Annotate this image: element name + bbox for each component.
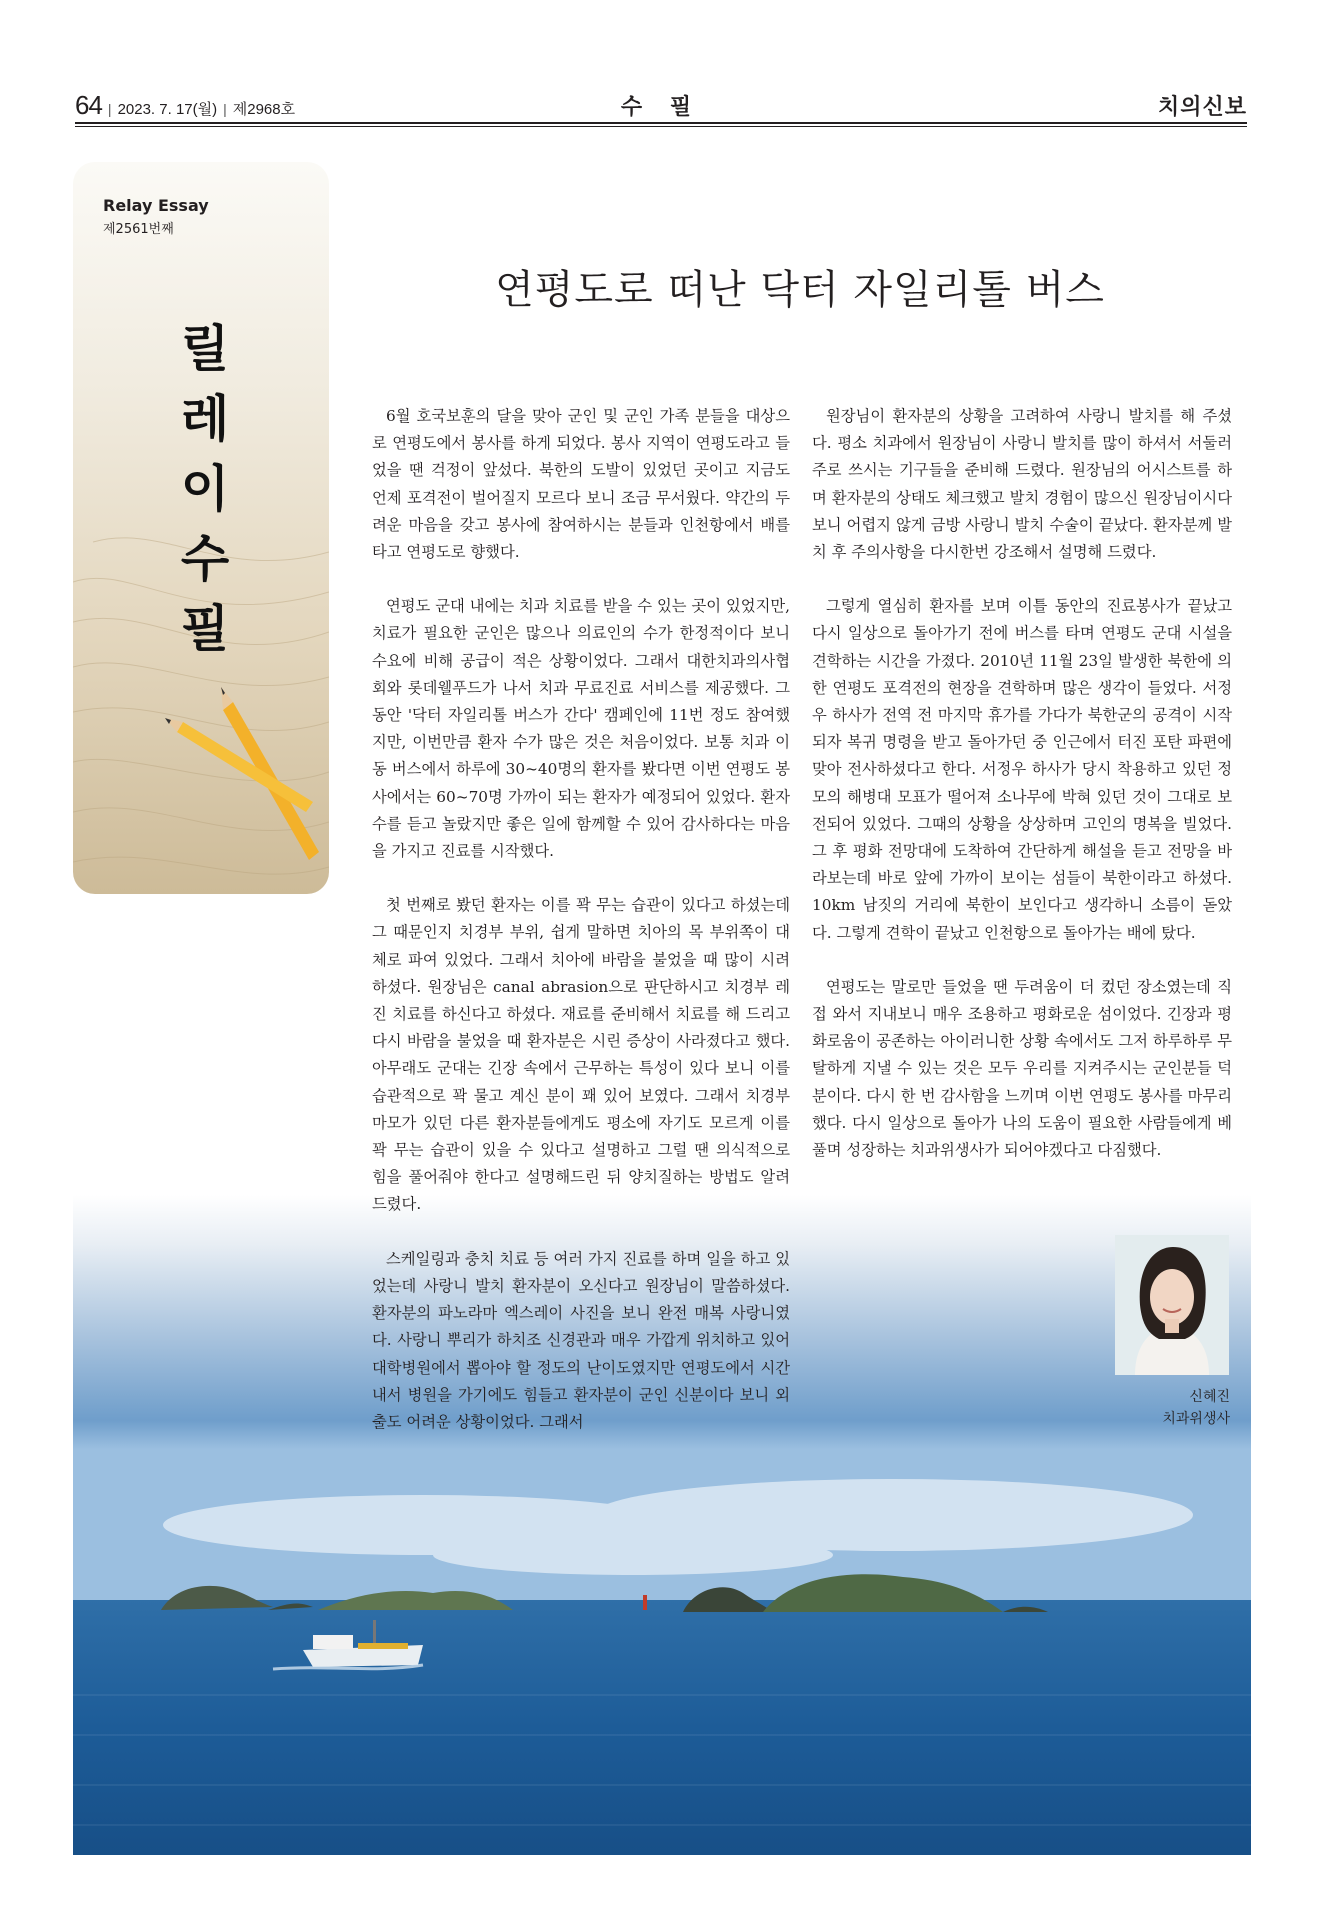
vertical-char: 레 bbox=[180, 389, 230, 448]
vertical-char: 필 bbox=[180, 599, 230, 658]
vertical-char: 이 bbox=[180, 459, 230, 518]
header-rule-thin bbox=[75, 126, 1247, 127]
author-photo bbox=[1115, 1235, 1229, 1375]
series-title: Relay Essay bbox=[103, 196, 209, 215]
vertical-char: 릴 bbox=[180, 319, 230, 378]
page-header bbox=[75, 88, 1247, 124]
paragraph: 연평도 군대 내에는 치과 치료를 받을 수 있는 곳이 있었지만, 치료가 필요한 군인은 많으나 의료인의 수가 한정적이다 보니 수요에 비해 공급이 적은 상황이었다. 그래서 대한치과의사협회와 롯데웰푸드가 나서 치과 무료진료 서비스를 제공했다. 그동안 '닥터 자일리톨 버스가 간다' 캠페인에 11번 정도 참여했지만, 이번만큼 환자 수가 많은 것은 처음이었다. 보통 치과 이동 버스에서 하루에 30~40명의 환자를 봤다면 이번 연평도 봉사에서는 60~70명 가까이 되는 환자가 예정되어 있었다. 환자 수를 듣고 놀랐지만 좋은 일에 함께할 수 있어 감사하다는 마음을 가지고 진료를 시작했다. bbox=[372, 597, 790, 861]
paragraph: 연평도는 말로만 들었을 땐 두려움이 더 컸던 장소였는데 직접 와서 지내보니 매우 조용하고 평화로운 섬이었다. 긴장과 평화로움이 공존하는 아이러니한 상황 속에서도 그저 하루하루 무탈하게 지낼 수 있는 것은 모두 우리를 지켜주시는 군인분들 덕분이다. 다시 한 번 감사함을 느끼며 이번 연평도 봉사를 마무리했다. 다시 일상으로 돌아가 나의 도움이 필요한 사람들에게 베풀며 성장하는 치과위생사가 되어야겠다고 다짐했다. bbox=[812, 977, 1232, 1160]
portrait-graphic bbox=[1115, 1235, 1229, 1375]
paragraph: 원장님이 환자분의 상황을 고려하여 사랑니 발치를 해 주셨다. 평소 치과에서 원장님이 사랑니 발치를 많이 하셔서 서둘러 주로 쓰시는 기구들을 준비해 드렸다. 원장님의 어시스트를 하며 환자분의 상태도 체크했고 발치 경험이 많으신 원장님이시다 보니 어렵지 않게 금방 사랑니 발치 수술이 끝났다. 환자분께 발치 후 주의사항을 다시한번 강조해서 설명해 드렸다. bbox=[812, 407, 1232, 562]
issue-number: 제2968호 bbox=[232, 101, 296, 118]
publication-name: 치의신보 bbox=[1157, 95, 1247, 120]
page-number: 64 bbox=[75, 90, 102, 120]
issue-date: 2023. 7. 17(월) bbox=[117, 101, 218, 118]
paragraph: 그렇게 열심히 환자를 보며 이틀 동안의 진료봉사가 끝났고 다시 일상으로 돌아가기 전에 버스를 타며 연평도 군대 시설을 견학하는 시간을 가졌다. 2010년 11월 23일 발생한 북한에 의한 연평도 포격전의 현장을 견학하며 많은 생각이 들었다. 서정우 하사가 전역 전 마지막 휴가를 가다가 북한군의 공격이 시작되자 복귀 명령을 받고 돌아가던 중 인근에서 터진 포탄 파편에 맞아 전사하셨다고 한다. 서정우 하사가 당시 착용하고 있던 정모의 해병대 모표가 떨어져 소나무에 박혀 있던 것이 그대로 보전되어 있었다. 그때의 상황을 상상하며 고인의 명복을 빌었다. 그 후 평화 전망대에 도착하여 간단하게 해설을 듣고 전망을 바라보는데 바로 앞에 가까이 보이는 섬들이 북한이라고 하셨다. 10km 남짓의 거리에 북한이 보인다고 생각하니 소름이 돋았다. 그렇게 견학이 끝났고 인천항으로 돌아가는 배에 탔다. bbox=[812, 597, 1232, 942]
article-column-2 bbox=[812, 403, 1232, 1191]
article-headline: 연평도로 떠난 닥터 자일리톨 버스 bbox=[495, 267, 1105, 313]
paragraph: 6월 호국보훈의 달을 맞아 군인 및 군인 가족 분들을 대상으로 연평도에서 봉사를 하게 되었다. 봉사 지역이 연평도라고 들었을 땐 걱정이 앞섰다. 북한의 도발이 있었던 곳이고 지금도 언제 포격전이 벌어질지 모르다 보니 조금 무서웠다. 약간의 두려운 마음을 갖고 봉사에 참여하시는 분들과 인천항에서 배를 타고 연평도로 향했다. bbox=[372, 407, 790, 562]
relay-essay-panel bbox=[73, 162, 329, 894]
header-rule bbox=[75, 122, 1247, 124]
author-title: 치과위생사 bbox=[1162, 1411, 1230, 1427]
author-name: 신혜진 bbox=[1189, 1389, 1230, 1405]
section-title: 수 필 bbox=[620, 95, 702, 120]
separator: | bbox=[223, 101, 227, 117]
article-column-1 bbox=[372, 403, 790, 1463]
separator: | bbox=[107, 101, 112, 117]
series-number: 제2561번째 bbox=[103, 222, 174, 237]
paragraph: 첫 번째로 봤던 환자는 이를 꽉 무는 습관이 있다고 하셨는데 그 때문인지 치경부 부위, 쉽게 말하면 치아의 목 부위쪽이 대체로 파여 있었다. 그래서 치아에 바람을 불었을 때 많이 시려 하셨다. 원장님은 canal abrasion으로 판단하시고 치경부 레진 치료를 하신다고 하셨다. 재료를 준비해서 치료를 해 드리고 다시 바람을 불었을 때 환자분은 시린 증상이 사라졌다고 했다. 아무래도 군대는 긴장 속에서 근무하는 특성이 있다 보니 이를 습관적으로 꽉 물고 계신 분이 꽤 있어 보였다. 그래서 치경부 마모가 있던 다른 환자분들에게도 평소에 자기도 모르게 이를 꽉 무는 습관이 있을 수 있다고 설명하고 그럴 땐 의식적으로 힘을 풀어줘야 한다고 설명해드린 뒤 양치질하는 방법도 알려드렸다. bbox=[372, 896, 790, 1214]
paragraph: 스케일링과 충치 치료 등 여러 가지 진료를 하며 일을 하고 있었는데 사랑니 발치 환자분이 오신다고 원장님이 말씀하셨다. 환자분의 파노라마 엑스레이 사진을 보니 완전 매복 사랑니였다. 사랑니 뿌리가 하치조 신경관과 매우 가깝게 위치하고 있어 대학병원에서 뽑아야 할 정도의 난이도였지만 연평도에서 시간 내서 병원을 가기에도 힘들고 환자분이 군인 신분이다 보니 외출도 어려운 상황이었다. 그래서 bbox=[372, 1249, 790, 1431]
vertical-char: 수 bbox=[180, 529, 230, 588]
vertical-title bbox=[165, 314, 245, 664]
